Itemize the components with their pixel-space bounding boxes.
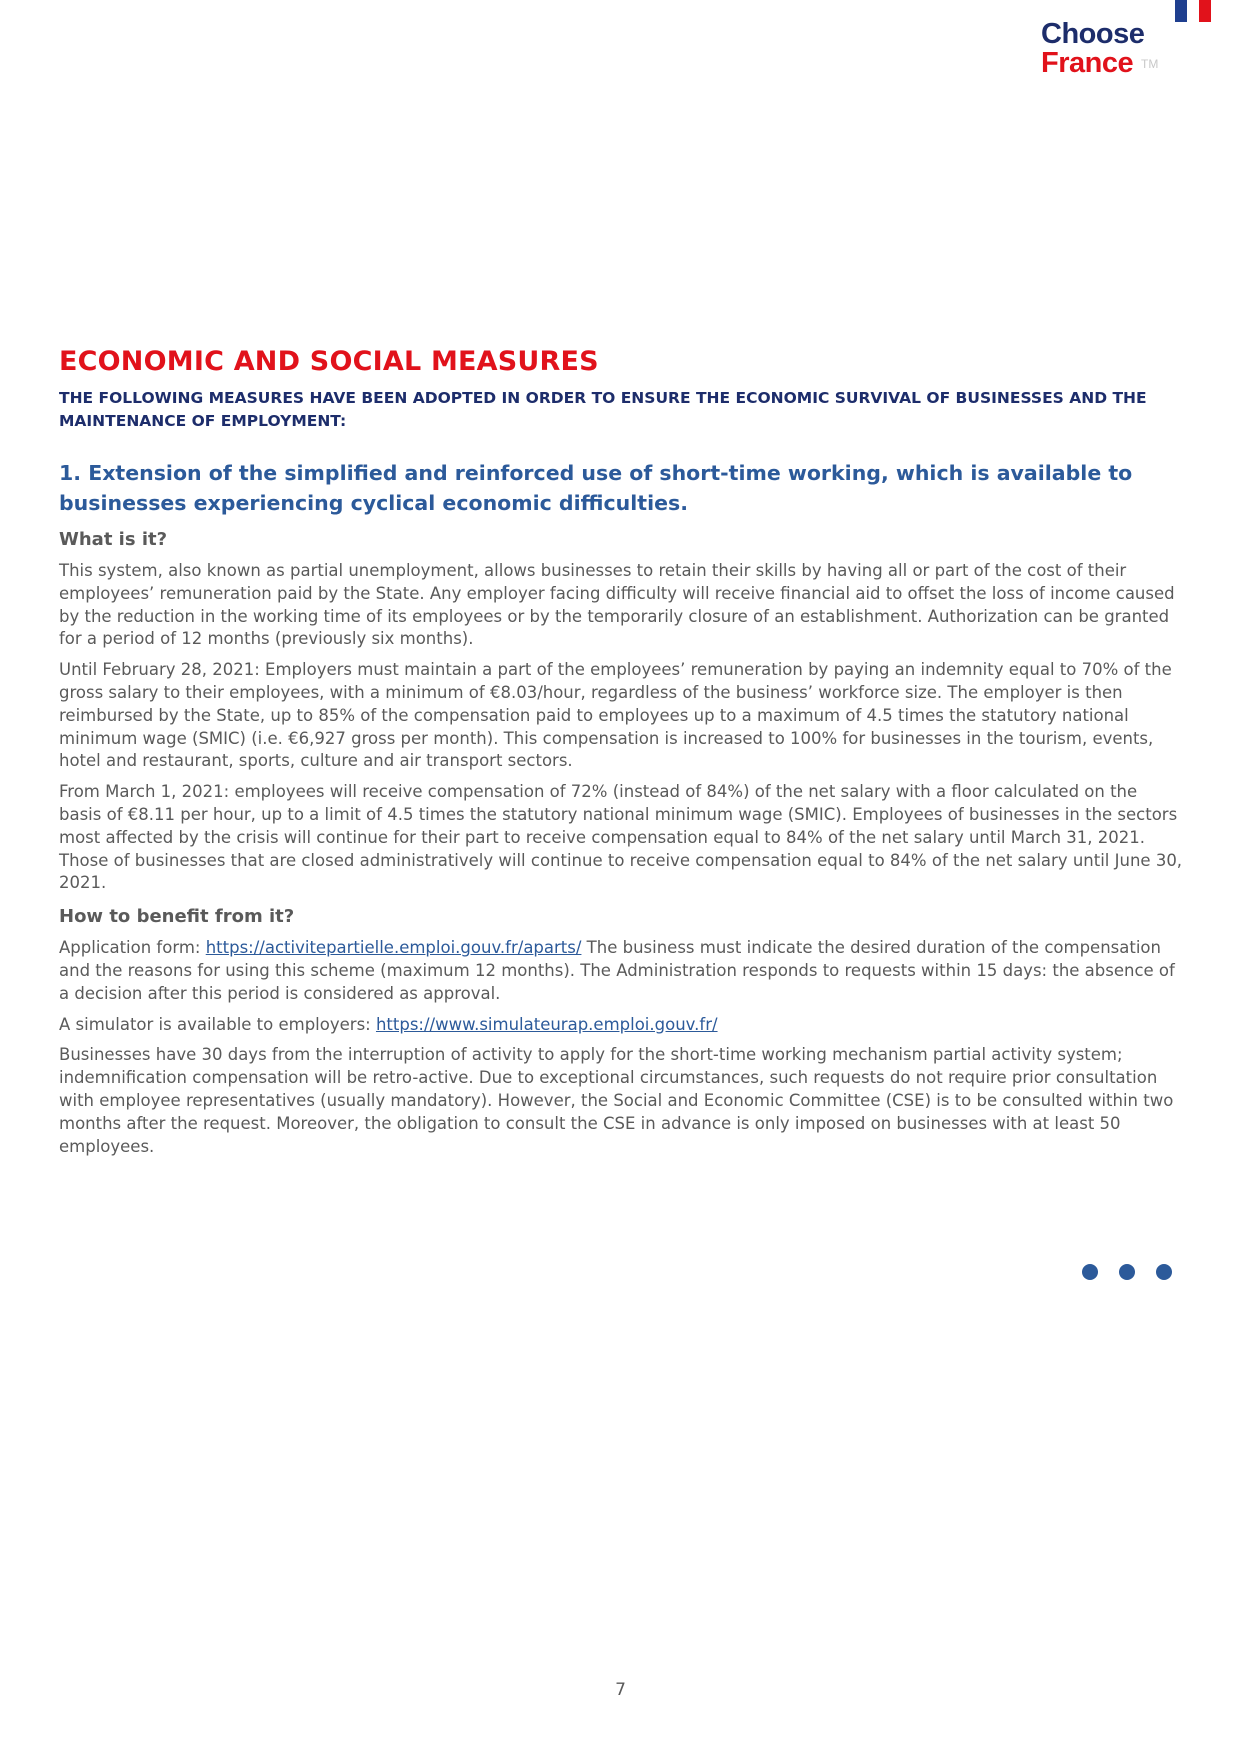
paragraph-simulator [59, 1014, 1184, 1037]
page-content [59, 345, 1184, 1158]
what-is-it-heading: What is it? [59, 529, 168, 550]
paragraph-until-feb: Until February 28, 2021: Employers must maintain a part of the employees’ remuneration by paying an indemnity equal to 70% of the gross salary to their employees, with a minimum of €8.03/hour, regardless of the business’ workforce size. The employer is then reimbursed by the State, up to 85% of the compensation paid to employees up to a maximum of 4.5 times the statutory national minimum wage (SMIC) (i.e. €6,927 gross per month). This compensation is increased to 100% for businesses in the tourism, events, hotel and restaurant, sports, culture and air transport sectors. [59, 660, 1172, 771]
continuation-dots-icon [1082, 1264, 1172, 1280]
flag-blue-stripe [1175, 0, 1187, 22]
flag-red-stripe [1199, 0, 1211, 22]
simulator-link[interactable]: https://www.simulateurap.emploi.gouv.fr/ [375, 1014, 718, 1034]
paragraph-deadline: Businesses have 30 days from the interruption of activity to apply for the short-time working mechanism partial activity system; indemnification compensation will be retro-active. Due to exceptional circumstances, such requests do not require prior consultation with employee representatives (usually mandatory). However, the Social and Economic Committee (CSE) is to be consulted within two months after the request. Moreover, the obligation to consult the CSE in advance is only imposed on businesses with at least 50 employees. [59, 1045, 1174, 1156]
paragraph-from-march: From March 1, 2021: employees will receive compensation of 72% (instead of 84%) of the net salary with a floor calculated on the basis of €8.11 per hour, up to a limit of 4.5 times the statutory national minimum wage (SMIC). Employees of businesses in the sectors most affected by the crisis will continue for their part to receive compensation equal to 84% of the net salary until March 31, 2021. Those of businesses that are closed administratively will continue to receive compensation equal to 84% of the net salary until June 30, 2021. [59, 782, 1183, 893]
dot-icon [1156, 1264, 1172, 1280]
application-form-link[interactable]: https://activitepartielle.emploi.gouv.fr/aparts/ [205, 938, 582, 958]
page-number: 7 [615, 1680, 626, 1700]
logo-france-text: France [1041, 47, 1134, 79]
dot-icon [1119, 1264, 1135, 1280]
application-text: The business must indicate the desired duration of the compensation and the reasons for using this scheme (maximum 12 months). The Administration responds to requests within 15 days: the absence of a decision after this period is considered as approval. [59, 938, 1175, 1003]
paragraph-application [59, 937, 1184, 1005]
logo-trademark: TM [1141, 57, 1159, 71]
measure-heading: 1. Extension of the simplified and reinforced use of short-time working, which is available to businesses experiencing cyclical economic difficulties. [59, 461, 1133, 515]
french-flag-icon [1175, 0, 1211, 22]
how-to-benefit-heading: How to benefit from it? [59, 906, 295, 928]
flag-white-stripe [1187, 0, 1199, 22]
choose-france-logo [1041, 18, 1159, 79]
dot-icon [1082, 1264, 1098, 1280]
section-title: ECONOMIC AND SOCIAL MEASURES [59, 346, 599, 377]
paragraph-overview: This system, also known as partial unemployment, allows businesses to retain their skills by having all or part of the cost of their employees’ remuneration paid by the State. Any employer facing difficulty will receive financial aid to offset the loss of income caused by the reduction in the working time of its employees or by the temporarily closure of an establishment. Authorization can be granted for a period of 12 months (previously six months). [59, 561, 1175, 649]
logo-choose-text: Choose [1041, 18, 1145, 50]
section-intro: THE FOLLOWING MEASURES HAVE BEEN ADOPTED IN ORDER TO ENSURE THE ECONOMIC SURVIVAL OF BUSINESSES AND THE MAINTENANCE OF EMPLOYMENT: [59, 389, 1147, 430]
application-label: Application form: [59, 938, 206, 958]
simulator-label: A simulator is available to employers: [59, 1014, 376, 1034]
